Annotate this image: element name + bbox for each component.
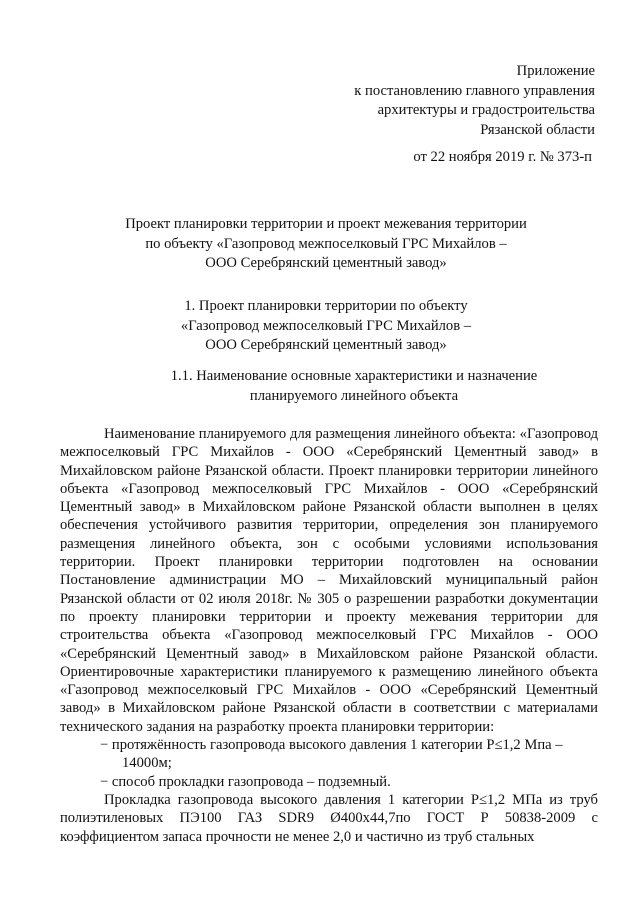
appendix-header <box>354 62 595 140</box>
paragraph-pipe-specification: Прокладка газопровода высокого давления 1 категории Р≤1,2 МПа из труб полиэтиленовых ПЭ100 ГАЗ SDR9 Ø400х44,7по ГОСТ Р 50838-2009 с коэффициентом запаса прочности не менее 2,0 и частично из труб стальных <box>60 791 598 845</box>
body-text <box>60 425 598 846</box>
document-title <box>6 215 640 274</box>
section-1-line: «Газопровод межпоселковый ГРС Михайлов – <box>180 317 472 334</box>
title-line: Проект планировки территории и проект межевания территории <box>125 216 527 232</box>
section-1-1-line: 1.1. Наименование основные характеристики и назначение <box>170 368 538 384</box>
title-line: ООО Серебрянский цементный завод» <box>205 255 447 271</box>
section-1-1-heading <box>34 367 640 406</box>
appendix-line: архитектуры и градостроительства <box>377 102 595 118</box>
bullet-laying-method: − способ прокладки газопровода – подземный. <box>100 773 391 790</box>
section-1-1-line: планируемого линейного объекта <box>249 387 459 404</box>
section-1-line: 1. Проект планировки территории по объекту <box>184 298 468 314</box>
title-line: по объекту «Газопровод межпоселковый ГРС Михайлов – <box>145 235 507 252</box>
appendix-line: Приложение <box>516 63 595 79</box>
bullet-pipeline-length-value: 14000м; <box>122 755 172 772</box>
appendix-line: к постановлению главного управления <box>354 82 595 99</box>
bullet-pipeline-length: − протяжённость газопровода высокого давления 1 категории Р≤1,2 Мпа – <box>100 737 563 754</box>
section-1-line: ООО Серебрянский цементный завод» <box>205 337 447 353</box>
resolution-date: от 22 ноября 2019 г. № 373-п <box>413 149 592 165</box>
section-1-heading <box>6 297 640 356</box>
appendix-line: Рязанской области <box>480 121 595 138</box>
paragraph-object-description: Наименование планируемого для размещения линейного объекта: «Газопровод межпоселковый ГРС Михайлов - ООО «Серебрянский Цементный завод» в Михайловском районе Рязанской области. Проект планировки территории линейного объекта «Газопровод межпоселковый ГРС Михайлов - ООО «Серебрянский Цементный завод» в Михайловском районе Рязанской области выполнен в целях обеспечения устойчивого развития территории, определения зон планируемого размещения линейного объекта, зон с особыми условиями использования территории. Проект планировки территории подготовлен на основании Постановление администрации МО – Михайловский муниципальный район Рязанской области от 02 июля 2018г. № 305 о разрешении разработки документации по проекту планировки территории и проекту межевания территории для строительства объекта «Газопровод межпоселковый ГРС Михайлов - ООО «Серебрянский Цементный завод» в Михайловском районе Рязанской области. Ориентировочные характеристики планируемого к размещению линейного объекта «Газопровод межпоселковый ГРС Михайлов - ООО «Серебрянский Цементный завод» в Михайловском районе Рязанской области в соответствии с материалами технического задания на разработку проекта планировки территории: <box>60 426 598 735</box>
